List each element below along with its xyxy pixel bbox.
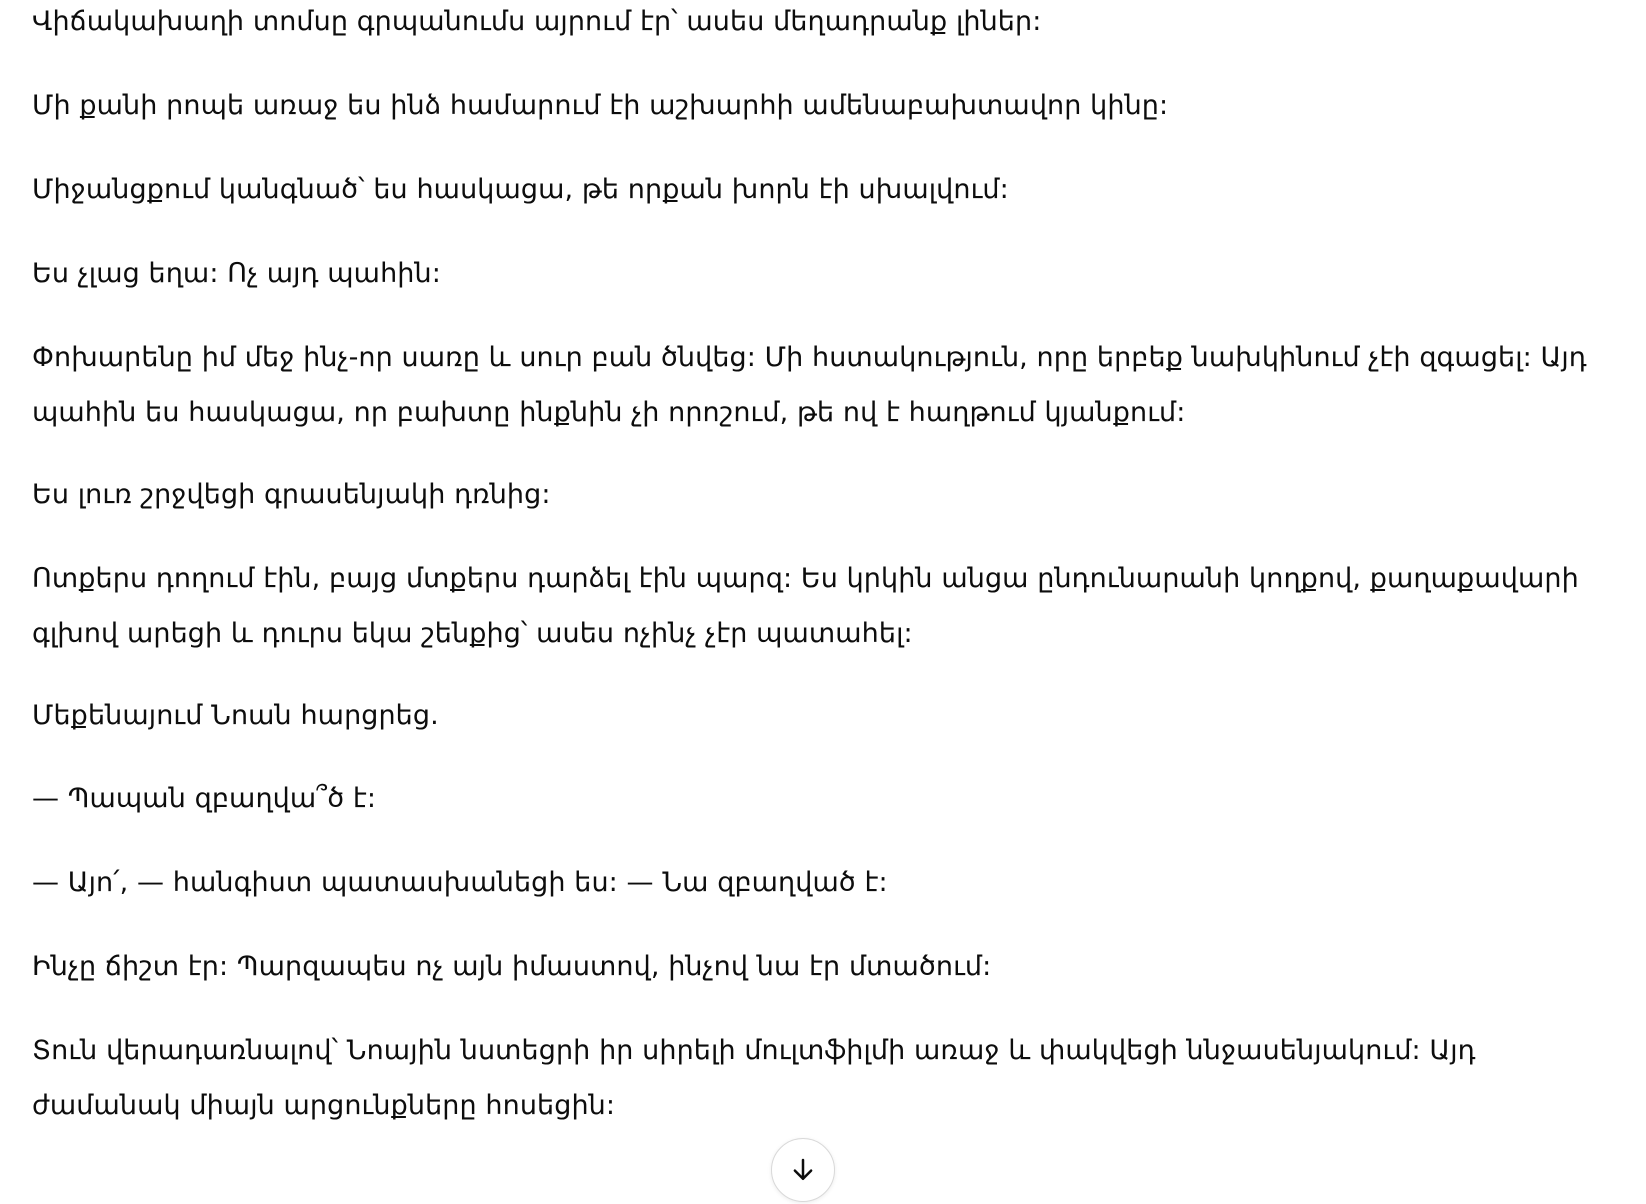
paragraph: Տուն վերադառնալով՝ Նոային նստեցրի իր սիրելի մուլտֆիլմի առաջ և փակվեցի ննջասենյակում: Այդ ժամանակ միայն արցունքները հոսեցին: <box>32 1035 1476 1121</box>
paragraph: Մի քանի րոպե առաջ ես ինձ համարում էի աշխարհի ամենաբախտավոր կինը: <box>32 90 1169 121</box>
paragraph: Ինչը ճիշտ էր: Պարզապես ոչ այն իմաստով, ինչով նա էր մտածում: <box>32 951 992 982</box>
scroll-to-bottom-button[interactable] <box>771 1138 835 1202</box>
paragraph: Մեքենայում Նոան հարցրեց. <box>32 700 439 731</box>
paragraph: Վիճակախաղի տոմսը գրպանումս այրում էր՝ ասես մեղադրանք լիներ: <box>32 6 1042 37</box>
paragraph: — Այո՛, — հանգիստ պատասխանեցի ես: — Նա զբաղված է: <box>32 867 888 898</box>
paragraph: Միջանցքում կանգնած՝ ես հասկացա, թե որքան խորն էի սխալվում: <box>32 174 1009 205</box>
paragraph: Ոտքերս դողում էին, բայց մտքերս դարձել էին պարզ: Ես կրկին անցա ընդունարանի կողքով, քաղաքավարի գլխով արեցի և դուրս եկա շենքից՝ ասես ոչինչ չէր պատահել: <box>32 563 1579 649</box>
arrow-down-icon <box>788 1155 818 1185</box>
paragraph: Ես չլաց եղա: Ոչ այդ պահին: <box>32 258 441 289</box>
paragraph: — Պապան զբաղվա՞ծ է: <box>32 783 377 814</box>
paragraph: Ես լուռ շրջվեցի գրասենյակի դռնից: <box>32 479 551 510</box>
paragraph: Փոխարենը իմ մեջ ինչ-որ սառը և սուր բան ծնվեց: Մի հստակություն, որը երբեք նախկինում չէի զգացել: Այդ պահին ես հասկացա, որ բախտը ինքնին չի որոշում, թե ով է հաղթում կյանքում: <box>32 342 1587 428</box>
